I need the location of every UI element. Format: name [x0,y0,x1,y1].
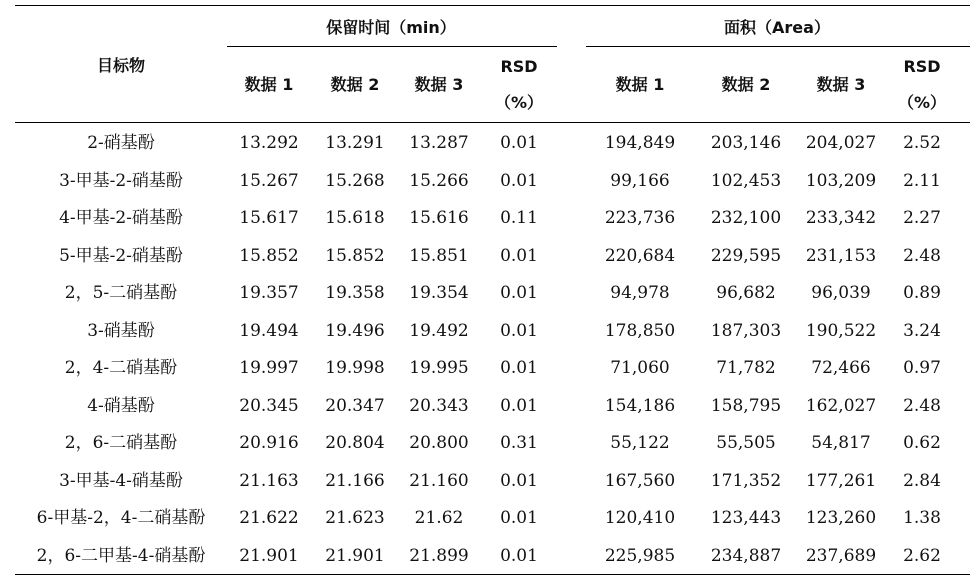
cell-rt-rsd: 0.01 [500,283,538,303]
header-rt-col-1: 数据 1 [244,75,294,94]
header-area-col-2: 数据 2 [721,75,771,94]
cell-rt-1: 20.916 [239,433,299,453]
cell-rt-1: 15.852 [239,245,299,266]
cell-target: 5-甲基-2-硝基酚 [59,245,183,266]
header-rt-rsd-unit: （%） [494,93,544,112]
cell-rt-2: 20.804 [325,433,385,453]
cell-rt-1: 20.345 [239,395,299,416]
cell-rt-rsd: 0.01 [500,395,538,416]
header-rt-group: 保留时间（min） [326,18,456,37]
header-rule [15,122,970,123]
header-rt-rsd: RSD [500,57,538,76]
cell-area-1: 194,849 [604,133,676,153]
cell-area-2: 102,453 [710,170,782,191]
cell-rt-2: 19.998 [325,358,385,378]
cell-area-rsd: 2.52 [903,133,941,153]
top-rule [15,5,970,6]
cell-area-1: 223,736 [604,208,676,228]
cell-area-rsd: 2.84 [903,470,941,491]
cell-rt-2: 19.358 [325,283,385,303]
cell-area-1: 167,560 [604,470,676,491]
cell-rt-3: 13.287 [409,133,469,153]
cell-rt-rsd: 0.31 [500,433,538,453]
cell-area-3: 123,260 [805,508,877,528]
cell-rt-3: 20.343 [409,395,469,416]
header-rt-col-3: 数据 3 [414,75,464,94]
cell-area-rsd: 2.48 [903,245,941,266]
cell-rt-2: 21.901 [325,545,385,566]
cell-area-rsd: 0.89 [903,283,941,303]
cell-area-rsd: 2.27 [903,208,941,228]
cell-area-1: 220,684 [604,245,676,266]
cell-rt-rsd: 0.11 [500,208,538,228]
cell-target: 2，4-二硝基酚 [64,358,178,378]
cell-area-1: 120,410 [604,508,676,528]
cell-rt-rsd: 0.01 [500,320,538,341]
cell-rt-1: 19.357 [239,283,299,303]
cell-area-2: 203,146 [710,133,782,153]
cell-target: 3-硝基酚 [87,320,155,341]
rt-group-rule [227,46,557,47]
cell-rt-3: 19.492 [409,320,469,341]
bottom-rule [15,574,970,575]
cell-area-rsd: 2.48 [903,395,941,416]
cell-rt-3: 15.851 [409,245,469,266]
header-area-rsd: RSD [903,57,941,76]
cell-target: 2，6-二硝基酚 [64,433,178,453]
cell-area-3: 103,209 [805,170,877,191]
cell-area-rsd: 0.97 [903,358,941,378]
cell-rt-1: 19.997 [239,358,299,378]
cell-rt-3: 15.266 [409,170,469,191]
cell-area-rsd: 3.24 [903,320,941,341]
cell-area-1: 178,850 [604,320,676,341]
cell-area-2: 234,887 [710,545,782,566]
header-rt-col-2: 数据 2 [330,75,380,94]
cell-rt-2: 20.347 [325,395,385,416]
cell-area-2: 123,443 [710,508,782,528]
cell-area-1: 55,122 [610,433,670,453]
header-area-group: 面积（Area） [724,18,830,37]
cell-area-2: 96,682 [716,283,776,303]
cell-rt-1: 15.267 [239,170,299,191]
cell-rt-rsd: 0.01 [500,170,538,191]
cell-rt-3: 15.616 [409,208,469,228]
cell-area-rsd: 1.38 [903,508,941,528]
cell-area-3: 54,817 [811,433,871,453]
cell-rt-rsd: 0.01 [500,470,538,491]
cell-target: 2，6-二甲基-4-硝基酚 [36,545,206,566]
cell-area-1: 71,060 [610,358,670,378]
cell-area-3: 233,342 [805,208,877,228]
cell-rt-3: 19.995 [409,358,469,378]
cell-rt-3: 19.354 [409,283,469,303]
cell-area-2: 55,505 [716,433,776,453]
cell-area-2: 71,782 [716,358,776,378]
header-area-col-1: 数据 1 [615,75,665,94]
cell-rt-3: 21.899 [409,545,469,566]
cell-rt-2: 21.166 [325,470,385,491]
cell-area-3: 190,522 [805,320,877,341]
cell-target: 2-硝基酚 [87,133,155,153]
cell-target: 2，5-二硝基酚 [64,283,178,303]
cell-rt-2: 15.852 [325,245,385,266]
cell-rt-3: 20.800 [409,433,469,453]
cell-area-2: 187,303 [710,320,782,341]
cell-area-3: 204,027 [805,133,877,153]
cell-area-2: 232,100 [710,208,782,228]
cell-rt-2: 15.618 [325,208,385,228]
cell-area-2: 229,595 [710,245,782,266]
header-area-col-3: 数据 3 [816,75,866,94]
cell-area-3: 177,261 [805,470,877,491]
cell-rt-1: 21.163 [239,470,299,491]
cell-rt-1: 19.494 [239,320,299,341]
cell-rt-rsd: 0.01 [500,358,538,378]
cell-rt-2: 19.496 [325,320,385,341]
cell-rt-2: 21.623 [325,508,385,528]
cell-rt-3: 21.160 [409,470,469,491]
cell-area-3: 72,466 [811,358,871,378]
cell-area-rsd: 2.62 [903,545,941,566]
cell-rt-2: 15.268 [325,170,385,191]
cell-target: 3-甲基-2-硝基酚 [59,170,183,191]
cell-area-1: 154,186 [604,395,676,416]
cell-rt-2: 13.291 [325,133,385,153]
cell-area-1: 94,978 [610,283,670,303]
cell-target: 3-甲基-4-硝基酚 [59,470,183,491]
cell-rt-1: 13.292 [239,133,299,153]
cell-rt-1: 21.901 [239,545,299,566]
cell-area-3: 96,039 [811,283,871,303]
cell-area-rsd: 2.11 [903,170,941,191]
cell-area-1: 99,166 [610,170,670,191]
cell-rt-rsd: 0.01 [500,133,538,153]
cell-area-3: 237,689 [805,545,877,566]
cell-rt-rsd: 0.01 [500,508,538,528]
cell-target: 6-甲基-2，4-二硝基酚 [36,508,206,528]
cell-area-2: 158,795 [710,395,782,416]
cell-rt-1: 15.617 [239,208,299,228]
cell-rt-1: 21.622 [239,508,299,528]
cell-target: 4-硝基酚 [87,395,155,416]
cell-rt-3: 21.62 [414,508,464,528]
cell-area-3: 162,027 [805,395,877,416]
cell-area-2: 171,352 [710,470,782,491]
cell-rt-rsd: 0.01 [500,245,538,266]
cell-area-3: 231,153 [805,245,877,266]
cell-target: 4-甲基-2-硝基酚 [59,208,183,228]
area-group-rule [586,46,970,47]
cell-area-rsd: 0.62 [903,433,941,453]
header-area-rsd-unit: （%） [897,93,947,112]
cell-rt-rsd: 0.01 [500,545,538,566]
header-target: 目标物 [96,56,146,75]
cell-area-1: 225,985 [604,545,676,566]
